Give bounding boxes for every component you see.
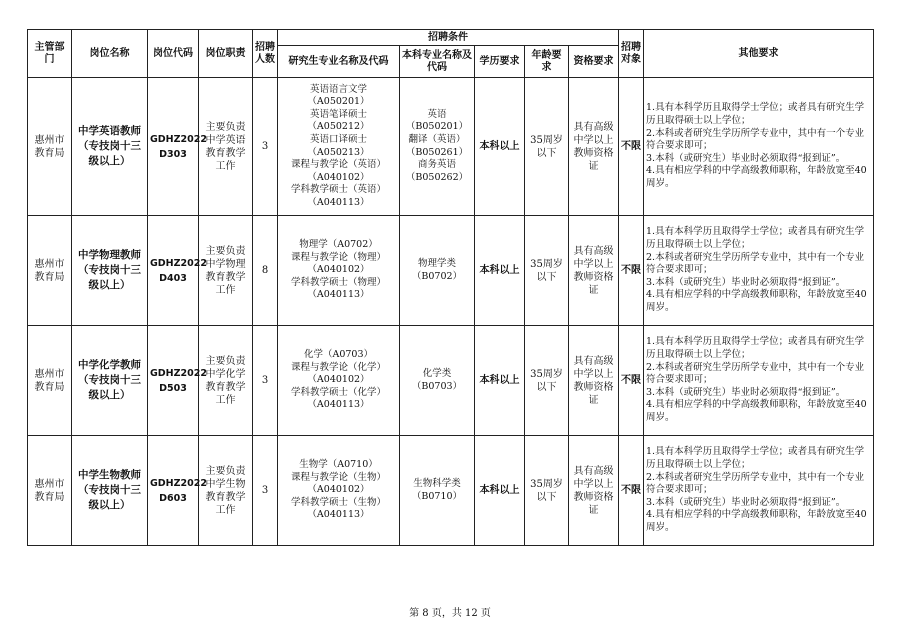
- qual-cell: [569, 216, 619, 326]
- age-cell: [525, 326, 569, 436]
- age-cell: [525, 436, 569, 546]
- grad-major-line: （A040113）: [307, 509, 370, 521]
- duty-line: 主要负责: [205, 245, 246, 257]
- header-conditions: 招聘条件: [278, 30, 619, 46]
- grad-major-cell: [278, 216, 400, 326]
- age-line: 以下: [536, 271, 557, 283]
- grad-major-cell: [278, 78, 400, 216]
- other-requirements-line: 4.具有相应学科的中学高级教师职称，年龄放宽至40周岁。: [646, 165, 867, 189]
- duty-line: 主要负责: [205, 355, 246, 367]
- post-name-cell: [72, 436, 148, 546]
- age-line: 以下: [536, 147, 557, 159]
- ug-major-line: 生物科学类: [413, 477, 461, 489]
- header-duty: 岗位职责: [199, 30, 253, 78]
- other-requirements-line: 2.本科或者研究生学历所学专业中，其中有一个专业符合要求即可；: [646, 471, 865, 496]
- post-code-cell: [148, 216, 207, 326]
- dept-cell: 惠州市教育局: [28, 216, 72, 326]
- other-requirements-line: 4.具有相应学科的中学高级教师职称，年龄放宽至40周岁。: [646, 289, 867, 313]
- grad-major-line: 学科教学硕士（物理）: [290, 276, 386, 288]
- post-name-line: 中学物理教师: [78, 249, 141, 261]
- post-name-line: （专技岗十三: [78, 264, 141, 276]
- qual-line: 具有高级: [573, 355, 614, 367]
- ug-major-line: 化学类: [422, 367, 452, 379]
- edu-cell: 本科以上: [475, 216, 525, 326]
- target-cell: 不限: [619, 78, 644, 216]
- qual-line: 教师资格: [573, 491, 614, 503]
- table-body: [28, 78, 874, 546]
- ug-major-line: （B0702）: [411, 270, 463, 282]
- qual-line: 教师资格: [573, 381, 614, 393]
- grad-major-line: （A040113）: [307, 196, 370, 208]
- post-code-line: D603: [159, 492, 187, 504]
- post-name-line: （专技岗十三: [78, 374, 141, 386]
- post-name-line: （专技岗十三: [78, 140, 141, 152]
- recruitment-table: [27, 29, 874, 546]
- table-row: [28, 326, 874, 436]
- edu-cell: 本科以上: [475, 78, 525, 216]
- duty-line: 工作: [215, 284, 236, 296]
- post-name-line: 级以上）: [88, 499, 131, 511]
- target-cell: 不限: [619, 216, 644, 326]
- grad-major-line: （A050201）: [307, 96, 370, 108]
- grad-major-line: （A050212）: [307, 121, 370, 133]
- qual-line: 具有高级: [573, 121, 614, 133]
- ug-major-line: （B0710）: [411, 490, 463, 502]
- post-name-line: 中学英语教师: [78, 125, 141, 137]
- dept-cell: 惠州市教育局: [28, 78, 72, 216]
- grad-major-line: 英语口译硕士: [309, 133, 367, 145]
- post-name-line: 级以上）: [88, 389, 131, 401]
- other-requirements-line: 3.本科（或研究生）毕业时必须取得“报到证”。: [646, 386, 846, 398]
- header-age: 年龄要求: [525, 46, 569, 78]
- post-code-line: GDHZ2022: [150, 257, 207, 269]
- duty-line: 教育教学: [205, 491, 246, 503]
- ug-major-cell: [400, 78, 475, 216]
- qual-line: 具有高级: [573, 465, 614, 477]
- duty-line: 主要负责: [205, 465, 246, 477]
- dept-cell: 惠州市教育局: [28, 436, 72, 546]
- post-code-line: D403: [159, 272, 187, 284]
- ug-major-line: （B0703）: [411, 380, 463, 392]
- post-name-line: 级以上）: [88, 155, 131, 167]
- header-edu: 学历要求: [475, 46, 525, 78]
- other-requirements-cell: [644, 436, 874, 546]
- other-requirements-line: 4.具有相应学科的中学高级教师职称，年龄放宽至40周岁。: [646, 399, 867, 423]
- grad-major-line: （A040102）: [307, 264, 370, 276]
- grad-major-line: 课程与教学论（生物）: [290, 471, 386, 483]
- qual-line: 中学以上: [573, 134, 614, 146]
- header-post-name: 岗位名称: [72, 30, 148, 78]
- ug-major-line: 翻译（英语）: [408, 133, 466, 145]
- table-row: [28, 216, 874, 326]
- qual-line: 证: [588, 284, 599, 296]
- grad-major-line: 物理学（A0702）: [299, 239, 378, 251]
- post-code-cell: [148, 326, 207, 436]
- grad-major-cell: [278, 436, 400, 546]
- duty-line: 工作: [215, 394, 236, 406]
- other-requirements-cell: [644, 326, 874, 436]
- other-requirements-line: 1.具有本科学历且取得学士学位；或者具有研究生学历且取得硕士以上学位；: [646, 446, 865, 471]
- grad-major-cell: [278, 326, 400, 436]
- ug-major-line: （B050261）: [405, 146, 469, 158]
- age-line: 35周岁: [530, 134, 563, 146]
- grad-major-line: （A040113）: [307, 399, 370, 411]
- other-requirements-line: 1.具有本科学历且取得学士学位；或者具有研究生学历且取得硕士以上学位；: [646, 226, 865, 251]
- duty-cell: [199, 216, 253, 326]
- header-count: 招聘人数: [253, 30, 278, 78]
- other-requirements-line: 2.本科或者研究生学历所学专业中，其中有一个专业符合要求即可；: [646, 251, 865, 276]
- recruitment-table-container: [27, 29, 874, 546]
- post-code-line: D303: [159, 148, 187, 160]
- post-code-line: GDHZ2022: [150, 133, 207, 145]
- post-name-line: 中学化学教师: [78, 359, 141, 371]
- qual-cell: [569, 326, 619, 436]
- edu-cell: 本科以上: [475, 326, 525, 436]
- qual-line: 证: [588, 160, 599, 172]
- grad-major-line: 学科教学硕士（生物）: [290, 496, 386, 508]
- ug-major-line: 商务英语: [417, 159, 456, 171]
- header-qual: 资格要求: [569, 46, 619, 78]
- grad-major-line: 学科教学硕士（英语）: [290, 184, 386, 196]
- qual-line: 教师资格: [573, 147, 614, 159]
- post-name-cell: [72, 216, 148, 326]
- duty-line: 教育教学: [205, 271, 246, 283]
- ug-major-cell: [400, 436, 475, 546]
- duty-line: 主要负责: [205, 121, 246, 133]
- count-cell: 8: [253, 216, 278, 326]
- post-name-cell: [72, 78, 148, 216]
- other-requirements-line: 1.具有本科学历且取得学士学位；或者具有研究生学历且取得硕士以上学位；: [646, 336, 865, 361]
- other-requirements-line: 3.本科（或研究生）毕业时必须取得“报到证”。: [646, 152, 846, 164]
- age-line: 以下: [536, 381, 557, 393]
- post-code-line: GDHZ2022: [150, 477, 207, 489]
- qual-cell: [569, 78, 619, 216]
- other-requirements-line: 2.本科或者研究生学历所学专业中，其中有一个专业符合要求即可；: [646, 361, 865, 386]
- ug-major-line: 物理学类: [417, 257, 456, 269]
- age-line: 以下: [536, 491, 557, 503]
- duty-line: 中学化学: [205, 368, 246, 380]
- post-code-cell: [148, 436, 207, 546]
- duty-cell: [199, 78, 253, 216]
- age-line: 35周岁: [530, 478, 563, 490]
- qual-line: 证: [588, 394, 599, 406]
- post-name-cell: [72, 326, 148, 436]
- ug-major-cell: [400, 326, 475, 436]
- grad-major-line: 化学（A0703）: [303, 349, 374, 361]
- qual-line: 教师资格: [573, 271, 614, 283]
- other-requirements-cell: [644, 216, 874, 326]
- grad-major-line: 英语语言文学: [309, 83, 367, 95]
- header-target: 招聘对象: [619, 30, 644, 78]
- duty-line: 中学英语: [205, 134, 246, 146]
- qual-line: 中学以上: [573, 368, 614, 380]
- ug-major-line: 英语: [427, 108, 447, 120]
- ug-major-line: （B050201）: [405, 121, 469, 133]
- grad-major-line: 课程与教学论（物理）: [290, 251, 386, 263]
- grad-major-line: 课程与教学论（化学）: [290, 361, 386, 373]
- grad-major-line: 英语笔译硕士: [309, 108, 367, 120]
- age-cell: [525, 78, 569, 216]
- post-code-line: D503: [159, 382, 187, 394]
- duty-line: 工作: [215, 160, 236, 172]
- other-requirements-cell: [644, 78, 874, 216]
- grad-major-line: 生物学（A0710）: [299, 459, 378, 471]
- duty-line: 教育教学: [205, 147, 246, 159]
- target-cell: 不限: [619, 326, 644, 436]
- header-other: 其他要求: [644, 30, 874, 78]
- grad-major-line: 课程与教学论（英语）: [290, 159, 386, 171]
- other-requirements-line: 1.具有本科学历且取得学士学位；或者具有研究生学历且取得硕士以上学位；: [646, 102, 865, 127]
- count-cell: 3: [253, 326, 278, 436]
- grad-major-line: （A040113）: [307, 289, 370, 301]
- grad-major-line: （A050213）: [307, 146, 370, 158]
- edu-cell: 本科以上: [475, 436, 525, 546]
- duty-cell: [199, 326, 253, 436]
- post-name-line: （专技岗十三: [78, 484, 141, 496]
- other-requirements-line: 3.本科（或研究生）毕业时必须取得“报到证”。: [646, 276, 846, 288]
- qual-line: 具有高级: [573, 245, 614, 257]
- age-cell: [525, 216, 569, 326]
- grad-major-line: （A040102）: [307, 374, 370, 386]
- post-name-line: 级以上）: [88, 279, 131, 291]
- header-post-code: 岗位代码: [148, 30, 199, 78]
- qual-line: 中学以上: [573, 258, 614, 270]
- header-grad-major: 研究生专业名称及代码: [278, 46, 400, 78]
- other-requirements-line: 3.本科（或研究生）毕业时必须取得“报到证”。: [646, 496, 846, 508]
- duty-cell: [199, 436, 253, 546]
- duty-line: 工作: [215, 504, 236, 516]
- qual-line: 证: [588, 504, 599, 516]
- age-line: 35周岁: [530, 258, 563, 270]
- duty-line: 教育教学: [205, 381, 246, 393]
- post-name-line: 中学生物教师: [78, 469, 141, 481]
- page-footer: 第 8 页，共 12 页: [409, 608, 491, 619]
- grad-major-line: （A040102）: [307, 171, 370, 183]
- ug-major-line: （B050262）: [405, 171, 469, 183]
- grad-major-line: （A040102）: [307, 484, 370, 496]
- header-ug-major: 本科专业名称及代码: [400, 46, 475, 78]
- duty-line: 中学物理: [205, 258, 246, 270]
- qual-cell: [569, 436, 619, 546]
- count-cell: 3: [253, 78, 278, 216]
- other-requirements-line: 4.具有相应学科的中学高级教师职称，年龄放宽至40周岁。: [646, 509, 867, 533]
- dept-cell: 惠州市教育局: [28, 326, 72, 436]
- qual-line: 中学以上: [573, 478, 614, 490]
- grad-major-line: 学科教学硕士（化学）: [290, 386, 386, 398]
- table-row: [28, 78, 874, 216]
- header-dept: 主管部门: [28, 30, 72, 78]
- table-row: [28, 436, 874, 546]
- other-requirements-line: 2.本科或者研究生学历所学专业中，其中有一个专业符合要求即可；: [646, 127, 865, 152]
- age-line: 35周岁: [530, 368, 563, 380]
- ug-major-cell: [400, 216, 475, 326]
- post-code-line: GDHZ2022: [150, 367, 207, 379]
- post-code-cell: [148, 78, 207, 216]
- target-cell: 不限: [619, 436, 644, 546]
- count-cell: 3: [253, 436, 278, 546]
- duty-line: 中学生物: [205, 478, 246, 490]
